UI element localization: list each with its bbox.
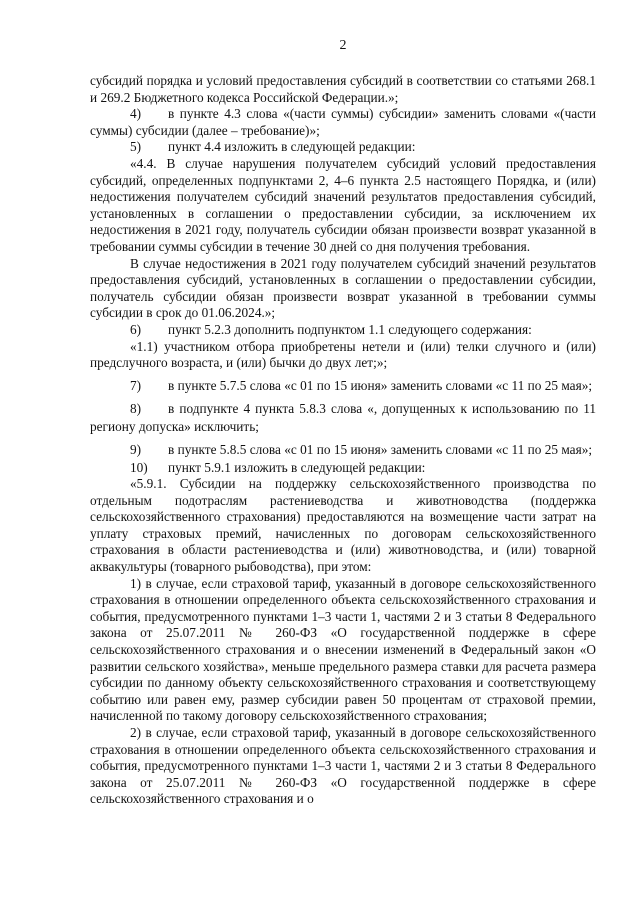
list-item-number: 9): [130, 442, 142, 458]
list-item: [90, 460, 596, 477]
list-item: [90, 106, 596, 139]
paragraph: «4.4. В случае нарушения получателем субсидий условий предоставления субсидий, определенных подпунктами 2, 4–6 пункта 2.5 настоящего Порядка, и (или) недостижения получателем субсидий значений результатов предоставления субсидий, установленных в соглашении о предоставлении субсидии, за исключением их недостижения в 2021 году, получатель субсидии обязан произвести возврат указанной в требовании суммы субсидии в течение 30 дней со дня получения требования.: [90, 155, 596, 254]
list-item-number: 7): [130, 377, 142, 393]
list-item: [90, 400, 596, 436]
list-item-text: в подпункте 4 пункта 5.8.3 слова «, допущенных к использованию по 11 региону допуска» исключить;: [90, 400, 596, 435]
list-item-text: в пункте 5.8.5 слова «с 01 по 15 июня» заменить словами «с 11 по 25 мая»;: [168, 442, 593, 458]
paragraph: «5.9.1. Субсидии на поддержку сельскохозяйственного производства по отдельным подотраслям растениеводства и животноводства (поддержка сельскохозяйственного страхования) предоставляются на возмещение части затрат на уплату страховых премий, начисленных по договорам сельскохозяйственного страхования в области растениеводства и (или) животноводства, и (или) товарной аквакультуры (товарного рыбоводства), при этом:: [90, 476, 596, 575]
paragraph: В случае недостижения в 2021 году получателем субсидий значений результатов предоставления субсидий, установленных в соглашении о предоставлении субсидии, получатель субсидии обязан произвести возврат указанной в требовании суммы субсидии в срок до 01.06.2024.»;: [90, 255, 596, 321]
document-body: [90, 73, 596, 808]
list-item: [90, 377, 596, 395]
list-item-text: пункт 5.2.3 дополнить подпунктом 1.1 следующего содержания:: [168, 321, 532, 337]
list-item-text: пункт 4.4 изложить в следующей редакции:: [168, 139, 416, 155]
list-item-number: 6): [130, 321, 142, 337]
paragraph: «1.1) участником отбора приобретены нетели и (или) телки случного и (или) предслучного возраста, и (или) бычки до двух лет;»;: [90, 338, 596, 371]
page-number: 2: [339, 38, 347, 53]
list-item-number: 10): [130, 459, 148, 475]
paragraph: субсидий порядка и условий предоставления субсидий в соответствии со статьями 268.1 и 269.2 Бюджетного кодекса Российской Федерации.»;: [90, 73, 596, 105]
paragraph: 1) в случае, если страховой тариф, указанный в договоре сельскохозяйственного страхования в отношении определенного объекта сельскохозяйственного страхования и события, предусмотренного пунктами 1–3 части 1, частями 2 и 3 статьи 8 Федерального закона от 25.07.2011 № 260-ФЗ «О государственной поддержке в сфере сельскохозяйственного страхования и о внесении изменений в Федеральный закон «О развитии сельского хозяйства», меньше предельного размера ставки для расчета размера субсидии по данному объекту сельскохозяйственного страхования и соответствующему событию или равен ему, размер субсидии равен 50 процентам от страховой премии, начисленной по такому договору сельскохозяйственного страхования;: [90, 575, 596, 724]
list-item-text: пункт 5.9.1 изложить в следующей редакции:: [168, 459, 426, 475]
paragraph: 2) в случае, если страховой тариф, указанный в договоре сельскохозяйственного страхования в отношении определенного объекта сельскохозяйственного страхования и события, предусмотренного пунктами 1–3 части 1, частями 2 и 3 статьи 8 Федерального закона от 25.07.2011 № 260-ФЗ «О государственной поддержке в сфере сельскохозяйственного страхования и о: [90, 725, 596, 807]
list-item-number: 5): [130, 139, 142, 155]
list-item: [90, 139, 596, 156]
list-item-text: в пункте 5.7.5 слова «с 01 по 15 июня» заменить словами «с 11 по 25 мая»;: [168, 377, 593, 393]
list-item: [90, 441, 596, 459]
list-item-number: 4): [130, 106, 142, 122]
list-item-text: в пункте 4.3 слова «(части суммы) субсидии» заменить словами «(части суммы) субсидии (далее – требование)»;: [90, 106, 596, 138]
list-item-number: 8): [130, 400, 142, 416]
list-item: [90, 322, 596, 339]
